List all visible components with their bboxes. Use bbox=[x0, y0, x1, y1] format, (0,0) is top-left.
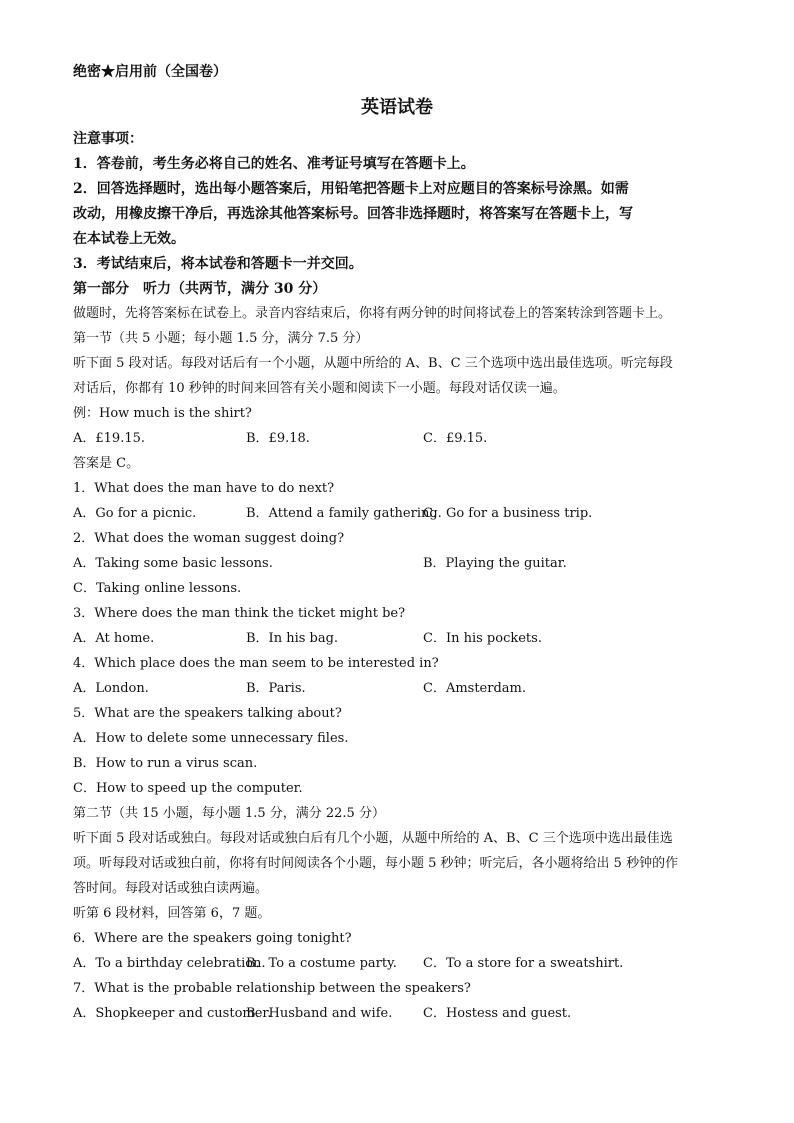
question-7: 7．What is the probable relationship between the speakers? bbox=[73, 981, 471, 996]
q3-option-c: C．In his pockets. bbox=[423, 631, 542, 646]
question-5: 5．What are the speakers talking about? bbox=[73, 706, 342, 721]
part1-intro: 做题时，先将答案标在试卷上。录音内容结束后，你将有两分钟的时间将试卷上的答案转涂到答题卡上。 bbox=[73, 306, 672, 321]
section1-heading: 第一节（共 5 小题；每小题 1.5 分，满分 7.5 分） bbox=[73, 331, 369, 346]
example-option-c: C．£9.15. bbox=[423, 431, 488, 446]
note-2-line-1: 2．回答选择题时，选出每小题答案后，用铅笔把答题卡上对应题目的答案标号涂黑。如需 bbox=[73, 181, 629, 197]
q2-option-c: C．Taking online lessons. bbox=[73, 581, 242, 596]
q4-option-c: C．Amsterdam. bbox=[423, 681, 526, 696]
secret-label: 绝密★启用前（全国卷） bbox=[73, 64, 227, 80]
question-1: 1．What does the man have to do next? bbox=[73, 481, 335, 496]
question-2: 2．What does the woman suggest doing? bbox=[73, 531, 345, 546]
notes-heading: 注意事项： bbox=[73, 131, 143, 147]
q6-option-c: C．To a store for a sweatshirt. bbox=[423, 956, 624, 971]
q7-option-b: B．Husband and wife. bbox=[246, 1006, 393, 1021]
example-option-a: A．£19.15. bbox=[73, 431, 146, 446]
section2-instr-line-3: 答时间。每段对话或独白读两遍。 bbox=[73, 881, 269, 896]
q1-option-c: C．Go for a business trip. bbox=[423, 506, 593, 521]
section2-heading: 第二节（共 15 小题，每小题 1.5 分，满分 22.5 分） bbox=[73, 806, 385, 821]
q3-option-a: A．At home. bbox=[73, 631, 155, 646]
note-1: 1．答卷前，考生务必将自己的姓名、准考证号填写在答题卡上。 bbox=[73, 156, 475, 172]
q5-option-a: A．How to delete some unnecessary files. bbox=[73, 731, 349, 746]
q2-option-b: B．Playing the guitar. bbox=[423, 556, 567, 571]
q1-option-a: A．Go for a picnic. bbox=[73, 506, 197, 521]
section2-instr-line-2: 项。听每段对话或独白前，你将有时间阅读各个小题，每小题 5 秒钟；听完后，各小题将给出 5 秒钟的作 bbox=[73, 856, 679, 871]
part1-heading: 第一部分 听力（共两节，满分 30 分） bbox=[73, 281, 327, 297]
q5-option-b: B．How to run a virus scan. bbox=[73, 756, 258, 771]
page-title: 英语试卷 bbox=[361, 97, 433, 118]
section1-instr-line-2: 对话后，你都有 10 秒钟的时间来回答有关小题和阅读下一小题。每段对话仅读一遍。 bbox=[73, 381, 566, 396]
q2-option-a: A．Taking some basic lessons. bbox=[73, 556, 273, 571]
q7-option-a: A．Shopkeeper and customer. bbox=[73, 1006, 272, 1021]
note-2-line-2: 改动，用橡皮擦干净后，再选涂其他答案标号。回答非选择题时，将答案写在答题卡上，写 bbox=[73, 206, 633, 222]
question-6: 6．Where are the speakers going tonight? bbox=[73, 931, 352, 946]
material-6-label: 听第 6 段材料，回答第 6，7 题。 bbox=[73, 906, 271, 921]
q6-option-b: B．To a costume party. bbox=[246, 956, 397, 971]
q4-option-a: A．London. bbox=[73, 681, 149, 696]
section2-instr-line-1: 听下面 5 段对话或独白。每段对话或独白后有几个小题，从题中所给的 A、B、C 三个选项中选出最佳选 bbox=[73, 831, 673, 846]
note-2-line-3: 在本试卷上无效。 bbox=[73, 231, 185, 247]
q7-option-c: C．Hostess and guest. bbox=[423, 1006, 572, 1021]
q5-option-c: C．How to speed up the computer. bbox=[73, 781, 303, 796]
question-3: 3．Where does the man think the ticket might be? bbox=[73, 606, 406, 621]
q3-option-b: B．In his bag. bbox=[246, 631, 339, 646]
example-option-b: B．£9.18. bbox=[246, 431, 310, 446]
example-answer: 答案是 C。 bbox=[73, 456, 140, 471]
q4-option-b: B．Paris. bbox=[246, 681, 306, 696]
section1-instr-line-1: 听下面 5 段对话。每段对话后有一个小题，从题中所给的 A、B、C 三个选项中选出最佳选项。听完每段 bbox=[73, 356, 673, 371]
q1-option-b: B．Attend a family gathering. bbox=[246, 506, 442, 521]
example-question: 例：How much is the shirt? bbox=[73, 406, 252, 421]
note-3: 3．考试结束后，将本试卷和答题卡一并交回。 bbox=[73, 256, 363, 272]
q6-option-a: A．To a birthday celebration. bbox=[73, 956, 266, 971]
question-4: 4．Which place does the man seem to be interested in? bbox=[73, 656, 439, 671]
